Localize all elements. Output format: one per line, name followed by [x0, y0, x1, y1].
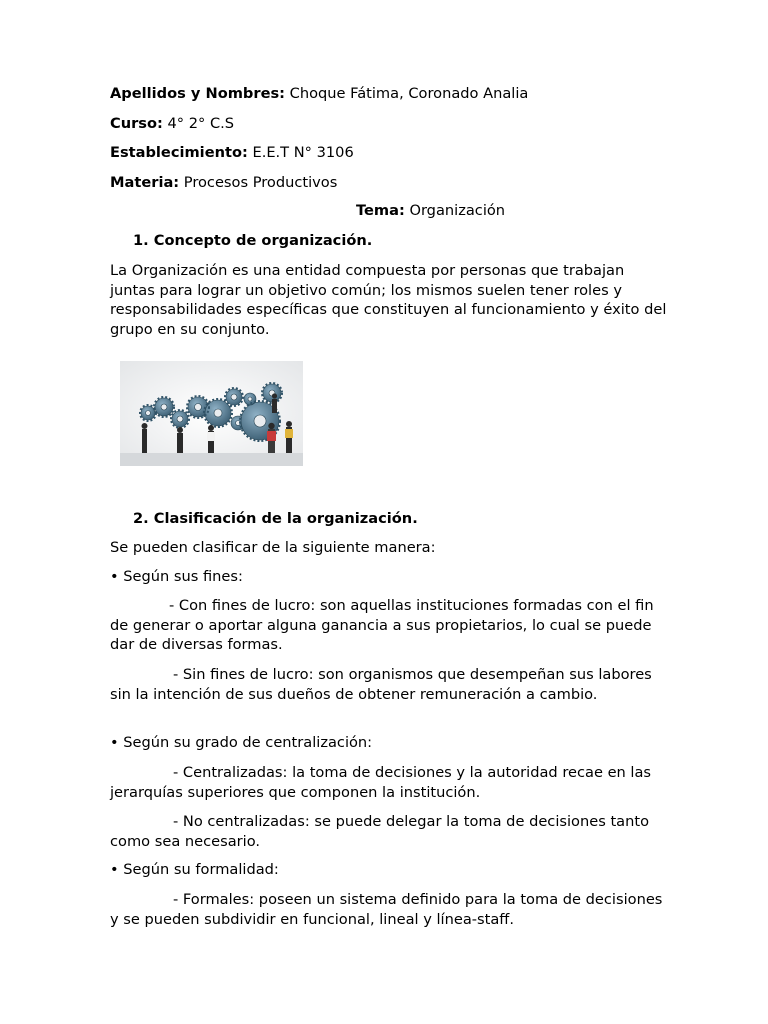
- names-line: [110, 84, 528, 104]
- course-value: 4° 2° C.S: [162, 115, 235, 132]
- section1-heading: [133, 231, 372, 251]
- names-value: Choque Fátima, Coronado Analia: [285, 85, 529, 102]
- school-line: [110, 143, 354, 163]
- topic-line: [356, 201, 505, 221]
- section2-intro: Se pueden clasificar de la siguiente manera:: [110, 539, 436, 556]
- course-line: [110, 114, 234, 134]
- bullet-fines: • Según sus fines:: [110, 568, 243, 585]
- item-no-centralizadas: - No centralizadas: se puede delegar la toma de decisiones tanto como sea necesario.: [110, 813, 650, 850]
- topic-label: Tema:: [356, 202, 405, 219]
- section2-number: 2.: [133, 510, 149, 527]
- gears-and-people-image: [120, 361, 303, 466]
- topic-value: Organización: [404, 202, 506, 219]
- item-con-fines-de-lucro: - Con fines de lucro: son aquellas instituciones formadas con el fin de generar o aportar alguna ganancia a sus propietarios, lo cual se puede dar de diversas formas.: [110, 597, 654, 653]
- item-sin-fines-de-lucro: - Sin fines de lucro: son organismos que desempeñan sus labores sin la intención de sus dueños de obtener remuneración a cambio.: [110, 666, 652, 703]
- item-centralizadas: - Centralizadas: la toma de decisiones y la autoridad recae en las jerarquías superiores que componen la institución.: [110, 764, 652, 801]
- section2-title: Clasificación de la organización.: [153, 510, 418, 527]
- subject-value: Procesos Productivos: [179, 174, 338, 191]
- section1-text: La Organización es una entidad compuesta por personas que trabajan juntas para lograr un objetivo común; los mismos suelen tener roles y responsabilidades específicas que constituyen al funcionamiento y éxito del grupo en su conjunto.: [110, 262, 667, 338]
- school-value: E.E.T N° 3106: [247, 144, 354, 161]
- section1-number: 1.: [133, 232, 149, 249]
- subject-label: Materia:: [110, 174, 180, 191]
- bullet-formalidad: • Según su formalidad:: [110, 861, 279, 878]
- subject-line: [110, 173, 337, 193]
- section1-title: Concepto de organización.: [153, 232, 373, 249]
- section2-heading: [133, 509, 418, 529]
- course-label: Curso:: [110, 115, 163, 132]
- names-label: Apellidos y Nombres:: [110, 85, 285, 102]
- item-formales: - Formales: poseen un sistema definido para la toma de decisiones y se pueden subdividir en funcional, lineal y línea-staff.: [110, 891, 663, 928]
- bullet-centralizacion: • Según su grado de centralización:: [110, 734, 373, 751]
- school-label: Establecimiento:: [110, 144, 248, 161]
